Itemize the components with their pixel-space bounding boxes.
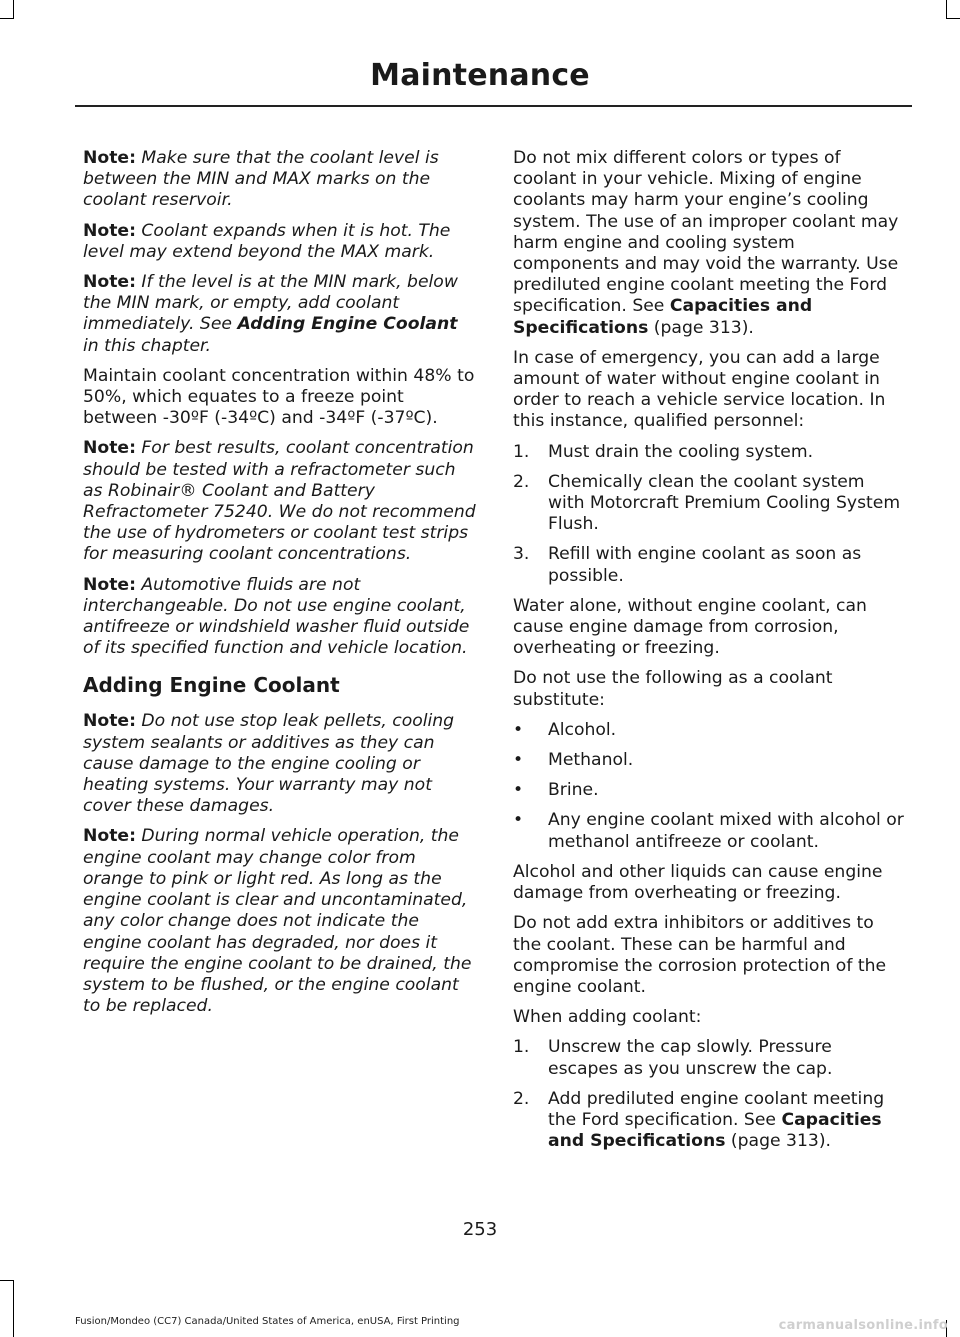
list-item bbox=[513, 720, 906, 741]
note-min-level bbox=[83, 272, 476, 357]
list-item bbox=[513, 442, 906, 463]
list-item bbox=[513, 780, 906, 801]
note-text: If the level is at the MIN mark, below the MIN mark, or empty, add coolant immediately. See bbox=[83, 272, 458, 335]
page-reference: (page 313). bbox=[730, 1131, 831, 1152]
note-text: Do not use stop leak pellets, cooling system sealants or additives as they can cause damage to the engine cooling or heating systems. Your warranty may not cover these damages. bbox=[83, 711, 455, 817]
bullet-text: Brine. bbox=[548, 780, 599, 801]
step-text: Must drain the cooling system. bbox=[548, 441, 814, 462]
note-text: in this chapter. bbox=[83, 335, 212, 356]
note-text: For best results, coolant concentration should be tested with a refractometer such as Robinair® Coolant and Battery Refractometer 75240. We do not recommend the use of hydrometers or coolant test strips for measuring coolant concentrations. bbox=[83, 438, 476, 565]
crop-mark bbox=[0, 18, 14, 19]
watermark: carmanualsonline.info bbox=[778, 1318, 948, 1333]
note-refractometer bbox=[83, 438, 476, 565]
bullet-icon: • bbox=[513, 810, 524, 831]
note-color-change bbox=[83, 826, 476, 1017]
cross-reference-link[interactable]: Capacities and Specifications bbox=[513, 296, 813, 338]
note-coolant-expands bbox=[83, 221, 476, 263]
note-label: Note: bbox=[83, 574, 136, 595]
left-column bbox=[83, 148, 476, 1026]
crop-mark bbox=[13, 1280, 14, 1337]
bullet-text: Any engine coolant mixed with alcohol or methanol antifreeze or coolant. bbox=[548, 810, 904, 852]
header-rule bbox=[75, 105, 912, 107]
note-label: Note: bbox=[83, 148, 136, 168]
crop-mark bbox=[0, 1280, 14, 1281]
step-number: 2. bbox=[513, 471, 530, 492]
concentration-paragraph: Maintain coolant concentration within 48% to 50%, which equates to a freeze point between -30ºF (-34ºC) and -34ºF (-37ºC). bbox=[83, 365, 475, 429]
page-reference: (page 313). bbox=[653, 317, 754, 338]
note-coolant-level bbox=[83, 148, 476, 212]
crop-mark bbox=[946, 0, 947, 18]
note-text: Coolant expands when it is hot. The level may extend beyond the MAX mark. bbox=[83, 220, 451, 262]
liquids-paragraph: Alcohol and other liquids can cause engine damage from overheating or freezing. bbox=[513, 861, 883, 904]
note-label: Note: bbox=[83, 438, 136, 459]
note-label: Note: bbox=[83, 711, 136, 732]
mixing-paragraph bbox=[513, 148, 906, 339]
inhibitors-paragraph: Do not add extra inhibitors or additives to the coolant. These can be harmful and compromise the corrosion protection of the engine coolant. bbox=[513, 913, 887, 997]
note-text: Automotive fluids are not interchangeable. Do not use engine coolant, antifreeze or windshield washer fluid outside of its specified function and vehicle location. bbox=[83, 574, 470, 659]
bullet-icon: • bbox=[513, 780, 524, 801]
substitute-list bbox=[513, 720, 906, 853]
crop-mark bbox=[13, 0, 14, 18]
list-item bbox=[513, 472, 906, 536]
list-item bbox=[513, 1037, 906, 1079]
list-item bbox=[513, 1089, 906, 1153]
note-label: Note: bbox=[83, 826, 136, 847]
page-number: 253 bbox=[462, 1219, 498, 1240]
note-stop-leak bbox=[83, 711, 476, 817]
note-fluids bbox=[83, 575, 476, 660]
step-number: 3. bbox=[513, 544, 530, 565]
adding-intro: When adding coolant: bbox=[513, 1007, 702, 1028]
page-title: Maintenance bbox=[370, 58, 590, 93]
footer-text: Fusion/Mondeo (CC7) Canada/United States of America, enUSA, First Printing bbox=[75, 1316, 460, 1327]
crop-mark bbox=[946, 18, 960, 19]
note-label: Note: bbox=[83, 272, 136, 293]
right-column bbox=[513, 148, 906, 1161]
paragraph-text: Do not mix different colors or types of coolant in your vehicle. Mixing of engine coolants may harm your engine’s cooling system. The use of an improper coolant may harm engine and cooling system components and may void the warranty. Use prediluted engine coolant meeting the Ford specification. See bbox=[513, 148, 899, 317]
emergency-paragraph: In case of emergency, you can add a large amount of water without engine coolant in order to reach a vehicle service location. In this instance, qualified personnel: bbox=[513, 347, 886, 432]
note-text: Make sure that the coolant level is between the MIN and MAX marks on the coolant reservoir. bbox=[83, 148, 439, 211]
cross-reference-link[interactable]: Adding Engine Coolant bbox=[237, 314, 458, 335]
water-paragraph: Water alone, without engine coolant, can cause engine damage from corrosion, overheating or freezing. bbox=[513, 595, 867, 659]
step-text: Add prediluted engine coolant meeting the Ford specification. See bbox=[548, 1088, 885, 1130]
section-heading: Adding Engine Coolant bbox=[83, 673, 340, 698]
adding-steps bbox=[513, 1037, 906, 1152]
substitute-paragraph: Do not use the following as a coolant substitute: bbox=[513, 668, 833, 710]
list-item bbox=[513, 544, 906, 586]
step-number: 1. bbox=[513, 1037, 530, 1058]
emergency-steps bbox=[513, 442, 906, 587]
note-label: Note: bbox=[83, 220, 136, 241]
step-text: Unscrew the cap slowly. Pressure escapes as you unscrew the cap. bbox=[548, 1037, 833, 1079]
list-item bbox=[513, 810, 906, 852]
bullet-icon: • bbox=[513, 719, 524, 740]
bullet-icon: • bbox=[513, 750, 524, 771]
note-text: During normal vehicle operation, the engine coolant may change color from orange to pink or light red. As long as the engine coolant is clear and uncontaminated, any color change does not indicate the engine coolant has degraded, nor does it require the engine coolant to be drained, the system to be flushed, or the engine coolant to be replaced. bbox=[83, 826, 472, 1017]
bullet-text: Methanol. bbox=[548, 750, 634, 771]
cross-reference-link[interactable]: Capacities and Specifications bbox=[548, 1109, 882, 1152]
step-text: Chemically clean the coolant system with Motorcraft Premium Cooling System Flush. bbox=[548, 471, 901, 535]
list-item bbox=[513, 750, 906, 771]
bullet-text: Alcohol. bbox=[548, 719, 617, 740]
step-text: Refill with engine coolant as soon as possible. bbox=[548, 544, 862, 586]
step-number: 1. bbox=[513, 441, 530, 462]
step-number: 2. bbox=[513, 1088, 530, 1109]
